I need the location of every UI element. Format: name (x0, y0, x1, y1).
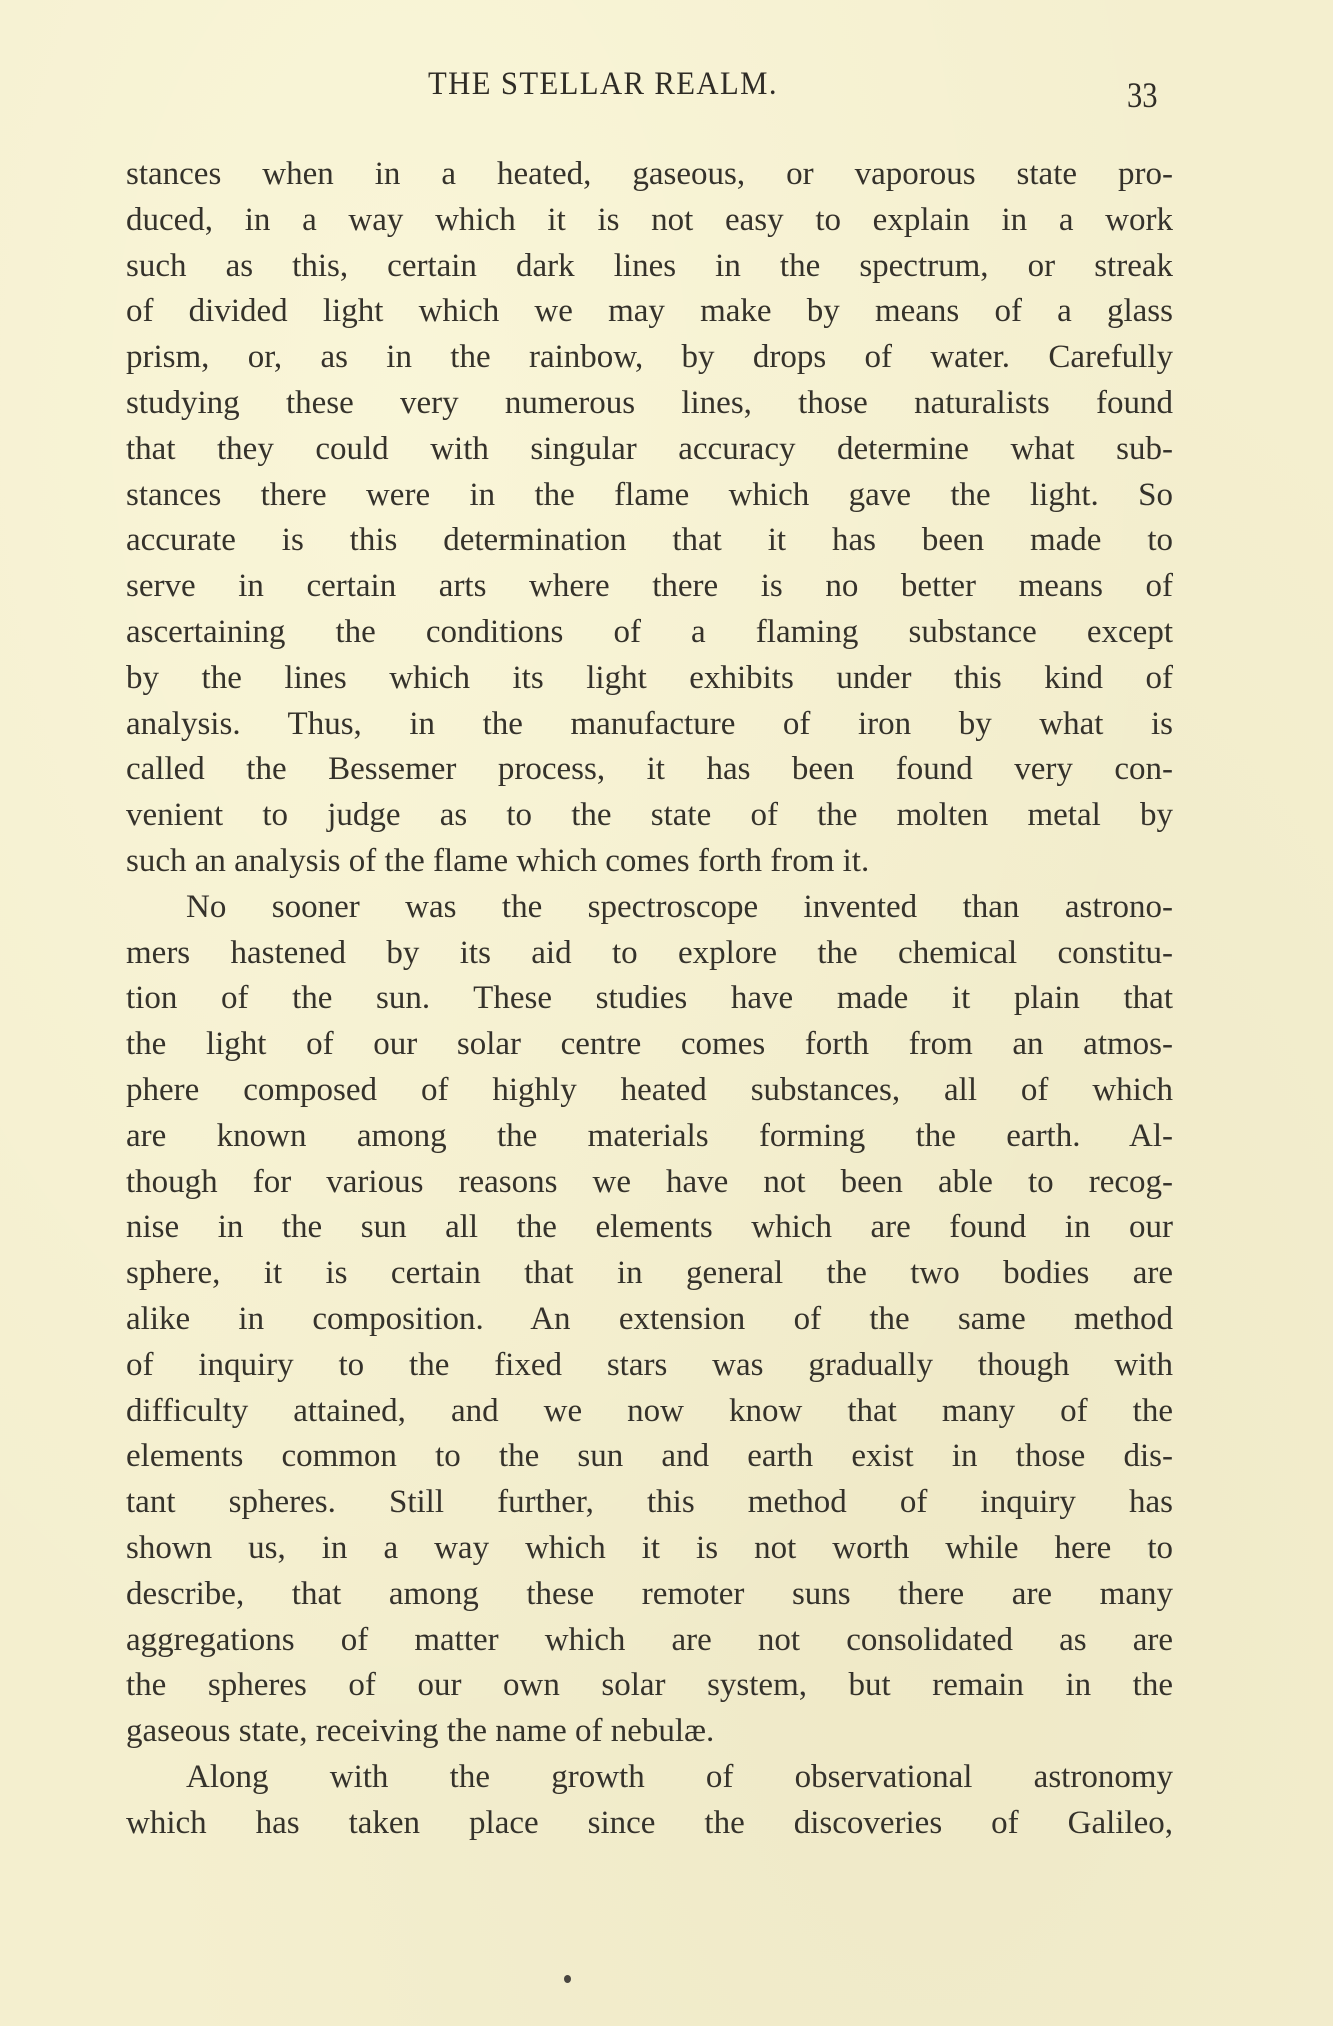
text-line: alike in composition. An extension of the same method (126, 1300, 1173, 1337)
text-line: the light of our solar centre comes forth from an atmos- (126, 1026, 1173, 1063)
text-line: of inquiry to the fixed stars was gradually though with (126, 1346, 1173, 1383)
text-line: analysis. Thus, in the manufacture of iron by what is (126, 705, 1173, 742)
text-line: accurate is this determination that it has been made to (126, 522, 1173, 559)
running-head (0, 66, 1333, 115)
text-line: tion of the sun. These studies have made it plain that (126, 980, 1173, 1017)
text-line: mers hastened by its aid to explore the chemical constitu- (126, 934, 1173, 971)
page-number: 33 (1127, 75, 1158, 115)
text-line: stances when in a heated, gaseous, or vaporous state pro- (126, 156, 1173, 192)
text-line: the spheres of our own solar system, but remain in the (126, 1667, 1173, 1704)
text-line: such an analysis of the flame which comes forth from it. (126, 842, 870, 879)
ink-speck (564, 1975, 571, 1983)
text-line: by the lines which its light exhibits under this kind of (126, 659, 1173, 696)
text-line: of divided light which we may make by means of a glass (126, 293, 1173, 330)
text-line: stances there were in the flame which gave the light. So (126, 476, 1173, 513)
text-line: duced, in a way which it is not easy to explain in a work (126, 201, 1173, 238)
text-line: describe, that among these remoter suns there are many (126, 1575, 1173, 1612)
text-line: gaseous state, receiving the name of nebulæ. (126, 1713, 715, 1750)
text-line: called the Bessemer process, it has been found very con- (126, 751, 1173, 788)
text-line: elements common to the sun and earth exist in those dis- (126, 1438, 1173, 1475)
text-line: such as this, certain dark lines in the spectrum, or streak (126, 247, 1173, 284)
body-text (126, 152, 1173, 1846)
text-line: phere composed of highly heated substances, all of which (126, 1071, 1173, 1108)
text-line: studying these very numerous lines, those naturalists found (126, 384, 1173, 421)
text-line: shown us, in a way which it is not worth while here to (126, 1529, 1173, 1566)
text-line: nise in the sun all the elements which are found in our (126, 1209, 1173, 1246)
text-line: sphere, it is certain that in general the two bodies are (126, 1255, 1173, 1292)
text-line: are known among the materials forming the earth. Al- (126, 1117, 1173, 1154)
text-line: ascertaining the conditions of a flaming substance except (126, 613, 1173, 650)
text-line: venient to judge as to the state of the molten metal by (126, 797, 1173, 834)
text-line: that they could with singular accuracy determine what sub- (126, 430, 1173, 467)
running-title: THE STELLAR REALM. (428, 66, 778, 102)
text-line: though for various reasons we have not been able to recog- (126, 1163, 1173, 1200)
text-line: difficulty attained, and we now know that many of the (126, 1392, 1173, 1429)
text-line: which has taken place since the discoveries of Galileo, (126, 1804, 1173, 1841)
text-line: aggregations of matter which are not consolidated as are (126, 1621, 1173, 1658)
text-line: No sooner was the spectroscope invented than astrono- (186, 888, 1173, 925)
text-line: tant spheres. Still further, this method of inquiry has (126, 1484, 1173, 1521)
text-line: Along with the growth of observational astronomy (186, 1758, 1173, 1795)
text-line: serve in certain arts where there is no better means of (126, 568, 1173, 605)
text-line: prism, or, as in the rainbow, by drops of water. Carefully (126, 339, 1173, 376)
